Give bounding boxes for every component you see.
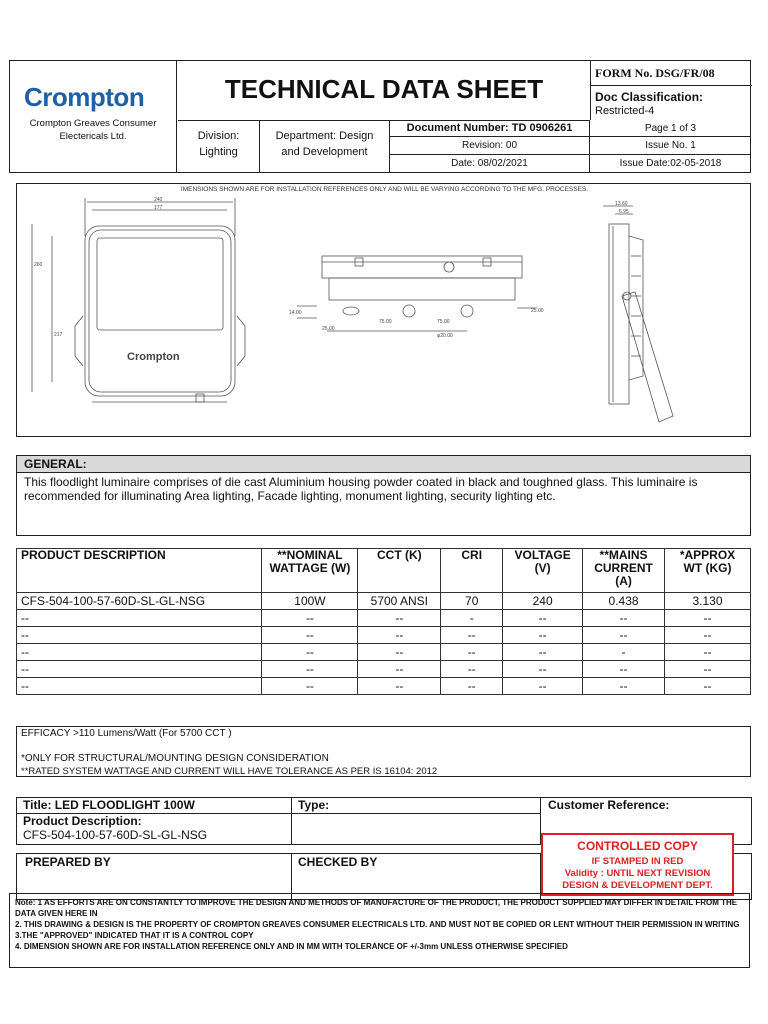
doc-number: Document Number: TD 0906261	[390, 120, 590, 137]
table-cell: --	[665, 644, 751, 661]
table-row	[17, 593, 751, 610]
notes-section	[9, 893, 750, 968]
table-row	[17, 644, 751, 661]
col-header: **NOMINAL WATTAGE (W)	[262, 549, 358, 593]
general-text: This floodlight luminaire comprises of die cast Aluminium housing powder coated in black and toughned glass. This luminaire is recommended for illuminating Area lighting, Facade lighting, monument lighting, security lighting etc.	[24, 475, 698, 503]
product-table	[16, 548, 751, 695]
table-cell: --	[17, 678, 262, 695]
stamp-line2: IF STAMPED IN RED	[591, 856, 684, 867]
type-label: Type:	[298, 798, 330, 812]
dim-side2: 6.95	[619, 209, 629, 215]
table-cell: 0.438	[583, 593, 665, 610]
stamp-line3: Validity : UNTIL NEXT REVISION	[564, 868, 711, 879]
table-cell: 70	[441, 593, 503, 610]
page-number: Page 1 of 3	[590, 120, 751, 137]
table-cell: --	[503, 610, 583, 627]
table-row	[17, 678, 751, 695]
checked-by-label: CHECKED BY	[298, 855, 378, 869]
table-cell: --	[262, 610, 358, 627]
form-block	[590, 60, 751, 120]
doc-classification-label: Doc Classification:	[595, 90, 704, 104]
issue-date: Issue Date:02-05-2018	[619, 158, 722, 169]
stamp-title: CONTROLLED COPY	[577, 839, 698, 853]
product-desc-label: Product Description:	[23, 814, 142, 828]
col-header: *APPROX WT (KG)	[665, 549, 751, 593]
table-cell: --	[358, 678, 441, 695]
division-cell	[178, 120, 260, 173]
note-item: 3.THE "APPROVED" INDICATED THAT IT IS A CONTROL COPY	[15, 931, 254, 940]
product-title: Title: LED FLOODLIGHT 100W	[23, 798, 195, 812]
table-cell: --	[17, 627, 262, 644]
table-cell: 100W	[262, 593, 358, 610]
table-cell: --	[503, 678, 583, 695]
department-label: Department: Design and Development	[275, 130, 374, 158]
issue-no: Issue No. 1	[590, 137, 751, 155]
dim-phi: φ20.00	[437, 333, 453, 339]
efficacy-line: EFFICACY >110 Lumens/Watt (For 5700 CCT )	[21, 728, 232, 739]
table-cell: 5700 ANSI	[358, 593, 441, 610]
structural-note: *ONLY FOR STRUCTURAL/MOUNTING DESIGN CONSIDERATION	[21, 753, 329, 764]
doc-date: Date: 08/02/2021	[390, 155, 590, 173]
table-cell: --	[358, 627, 441, 644]
logo-cell	[9, 60, 177, 173]
table-cell: --	[358, 644, 441, 661]
table-cell: --	[665, 661, 751, 678]
table-cell: --	[262, 661, 358, 678]
division-label: Division: Lighting	[197, 130, 240, 158]
table-cell: --	[583, 627, 665, 644]
dim-25b: 25.00	[531, 308, 544, 314]
product-desc-value: CFS-504-100-57-60D-SL-GL-NSG	[23, 828, 208, 842]
title-cell	[16, 797, 292, 845]
table-cell: --	[503, 644, 583, 661]
form-number: FORM No. DSG/FR/08	[591, 60, 752, 86]
table-cell: --	[665, 678, 751, 695]
table-cell: --	[358, 610, 441, 627]
prepared-by-label: PREPARED BY	[25, 855, 111, 869]
note-item: 4. DIMENSION SHOWN ARE FOR INSTALLATION REFERENCE ONLY AND IN MM WITH TOLERANCE OF +/-3mm UNLESS OTHERWISE SPECIFIED	[15, 942, 568, 951]
dim-left-h2: 217	[54, 332, 63, 338]
controlled-copy-stamp	[541, 833, 734, 896]
dim-25a: 25.00	[322, 326, 335, 332]
dim-left-h1: 260	[34, 262, 43, 268]
table-row	[17, 610, 751, 627]
table-cell: 240	[503, 593, 583, 610]
table-row	[17, 627, 751, 644]
table-cell: --	[441, 627, 503, 644]
revision: Revision: 00	[390, 137, 590, 155]
table-cell: --	[665, 610, 751, 627]
dim-75a: 75.00	[379, 319, 392, 325]
drawing-panel	[16, 183, 751, 437]
table-cell: --	[441, 678, 503, 695]
table-row	[17, 661, 751, 678]
col-header: **MAINS CURRENT (A)	[583, 549, 665, 593]
doc-classification-value: Restricted-4	[595, 105, 655, 117]
col-header: CCT (K)	[358, 549, 441, 593]
table-cell: --	[262, 627, 358, 644]
bottom-view	[297, 256, 537, 331]
table-cell: --	[262, 678, 358, 695]
col-header: PRODUCT DESCRIPTION	[17, 549, 262, 593]
side-view	[603, 206, 673, 422]
table-cell: --	[441, 644, 503, 661]
table-cell: CFS-504-100-57-60D-SL-GL-NSG	[17, 593, 262, 610]
col-header: VOLTAGE (V)	[503, 549, 583, 593]
table-cell: --	[665, 627, 751, 644]
dim-side1: 13.60	[615, 201, 628, 207]
front-view	[32, 198, 245, 402]
note-item: Note: 1 AS EFFORTS ARE ON CONSTANTLY TO IMPROVE THE DESIGN AND METHODS OF MANUFACTURE OF THE PRODUCT, THE PRODUCT SUPPLIED MAY DIFFER IN DETAIL FROM THE DATA GIVEN HERE IN	[15, 898, 738, 918]
page-title: TECHNICAL DATA SHEET	[224, 74, 544, 104]
table-cell: --	[503, 661, 583, 678]
general-heading: GENERAL:	[17, 456, 750, 473]
product-table-header	[17, 549, 751, 593]
technical-drawing	[17, 196, 752, 436]
general-section	[16, 455, 751, 536]
stamp-line4: DESIGN & DEVELOPMENT DEPT.	[562, 880, 713, 891]
efficacy-section	[16, 726, 751, 777]
table-cell: -	[583, 644, 665, 661]
table-cell: --	[503, 627, 583, 644]
customer-ref-label: Customer Reference:	[548, 798, 670, 812]
table-cell: -	[441, 610, 503, 627]
table-cell: --	[583, 661, 665, 678]
front-logo: Crompton	[127, 351, 180, 363]
type-cell	[292, 797, 541, 845]
note-item: 2. THIS DRAWING & DESIGN IS THE PROPERTY OF CROMPTON GREAVES CONSUMER ELECTRICALS LTD. AND MUST NOT BE COPIED OR LENT WITHOUT THEIR PERMISSION IN WRITING	[15, 920, 740, 929]
table-cell: --	[262, 644, 358, 661]
type-divider	[292, 813, 541, 814]
table-cell: --	[583, 610, 665, 627]
dim-75b: 75.00	[437, 319, 450, 325]
table-cell: --	[583, 678, 665, 695]
table-cell: --	[17, 661, 262, 678]
drawing-note: IMENSIONS SHOWN ARE FOR INSTALLATION REFERENCES ONLY AND WILL BE VARYING ACCORDING TO THE MFG. PROCESSES.	[180, 186, 589, 193]
table-cell: --	[17, 610, 262, 627]
table-cell: --	[358, 661, 441, 678]
table-cell: --	[17, 644, 262, 661]
company-name: Crompton Greaves Consumer Electericals Ltd.	[29, 118, 157, 142]
col-header: CRI	[441, 549, 503, 593]
tolerance-note: **RATED SYSTEM WATTAGE AND CURRENT WILL HAVE TOLERANCE AS PER IS 16104: 2012	[21, 766, 438, 777]
dim-top-w1: 240	[154, 197, 163, 203]
doc-meta	[390, 120, 751, 173]
table-cell: 3.130	[665, 593, 751, 610]
table-cell: --	[441, 661, 503, 678]
company-logo: Crompton	[24, 82, 145, 112]
dim-top-w2: 177	[154, 205, 163, 211]
dim-14: 14.00	[289, 310, 302, 316]
department-cell	[260, 120, 390, 173]
